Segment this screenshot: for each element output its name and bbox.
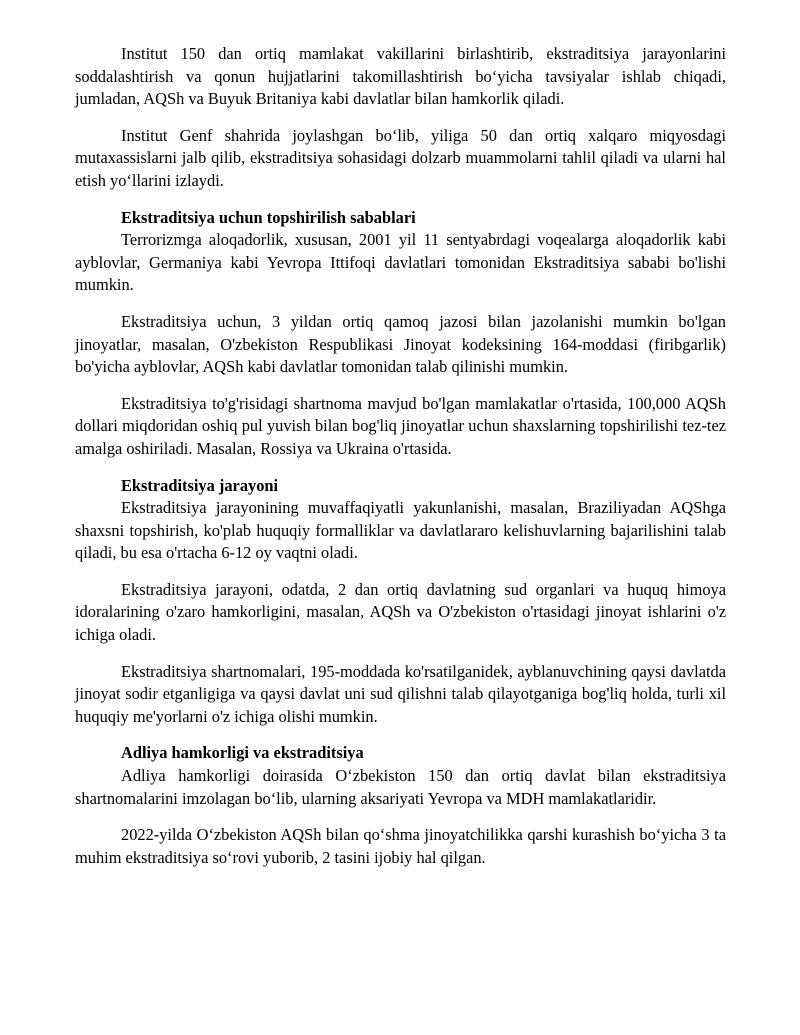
paragraph-money-laundering: Ekstraditsiya to'g'risidagi shartnoma mavjud bo'lgan mamlakatlar o'rtasida, 100,000 AQSh dollari miqdoridan oshiq pul yuvish bilan bog'liq jinoyatlar uchun shaxslarning topshirilishi tez-tez amalga oshiriladi. Masalan, Rossiya va Ukraina o'rtasida. [75, 393, 726, 458]
heading-judicial-cooperation: Adliya hamkorligi va ekstraditsiya [121, 743, 364, 763]
paragraph-institute-members: Institut 150 dan ortiq mamlakat vakillarini birlashtirib, ekstraditsiya jarayonlarini soddalashtirish va qonun hujjatlarini takomillashtirish bo‘yicha tavsiyalar ishlab chiqadi, jumladan, AQSh va Buyuk Britaniya kabi davlatlar bilan hamkorlik qiladi. [75, 44, 726, 109]
paragraph-cooperation: Ekstraditsiya jarayoni, odatda, 2 dan ortiq davlatning sud organlari va huquq himoya idoralarining o'zaro hamkorligini, masalan, AQSh va O'zbekiston o'rtasidagi jinoyat ishlarini o'z ichiga oladi. [75, 579, 726, 645]
paragraph-terrorism: Terrorizmga aloqadorlik, xususan, 2001 yil 11 sentyabrdagi voqealarga aloqadorlik kabi ayblovlar, Germaniya kabi Yevropa Ittifoqi davlatlari tomonidan Ekstraditsiya sababi bo'lishi mumkin. [75, 230, 726, 295]
heading-extradition-reasons: Ekstraditsiya uchun topshirilish sabablari [121, 207, 416, 227]
paragraph-three-years: Ekstraditsiya uchun, 3 yildan ortiq qamoq jazosi bilan jazolanishi mumkin bo'lgan jinoyatlar, masalan, O'zbekiston Respublikasi Jinoyat kodeksining 164-moddasi (firibgarlik) bo'yicha ayblovlar, AQSh kabi davlatlar tomonidan talab qilinishi mumkin. [75, 311, 726, 377]
paragraph-treaties: Adliya hamkorligi doirasida O‘zbekiston 150 dan ortiq davlat bilan ekstraditsiya shartnomalarini imzolagan bo‘lib, ularning aksariyati Yevropa va MDH mamlakatlaridir. [75, 766, 726, 808]
paragraph-brazil-usa: Ekstraditsiya jarayonining muvaffaqiyatli yakunlanishi, masalan, Braziliyadan AQShga shaxsni topshirish, ko'plab huquqiy formalliklar va davlatlararo kelishuvlarning bajarilishini talab qiladi, bu esa o'rtacha 6-12 oy vaqtni oladi. [75, 498, 726, 563]
paragraph-2022-requests: 2022-yilda O‘zbekiston AQSh bilan qo‘shma jinoyatchilikka qarshi kurashish bo‘yicha 3 ta muhim ekstraditsiya so‘rovi yuborib, 2 tasini ijobiy hal qilgan. [75, 825, 726, 867]
paragraph-institute-geneva: Institut Genf shahrida joylashgan bo‘lib, yiliga 50 dan ortiq xalqaro miqyosdagi mutaxassislarni jalb qilib, ekstraditsiya sohasidagi dolzarb muammolarni tahlil qiladi va ularni hal etish yo‘llarini izlaydi. [75, 125, 726, 190]
document-page [75, 43, 726, 883]
paragraph-article-195: Ekstraditsiya shartnomalari, 195-moddada ko'rsatilganidek, ayblanuvchining qaysi davlatda jinoyat sodir etganligiga va qaysi davlat uni sud qilishni talab qilayotganiga bog'liq holda, turli xil huquqiy me'yorlarni o'z ichiga olishi mumkin. [75, 661, 726, 726]
heading-extradition-process: Ekstraditsiya jarayoni [121, 475, 279, 495]
